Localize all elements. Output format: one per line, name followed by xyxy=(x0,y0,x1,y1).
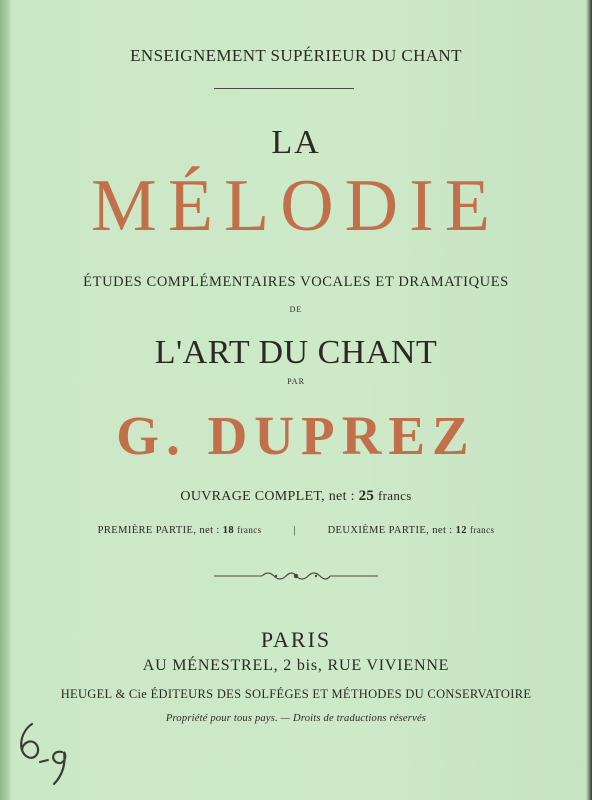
part2-price: 12 xyxy=(455,525,467,536)
part1-label: PREMIÈRE PARTIE, net : xyxy=(97,525,220,536)
header-rule xyxy=(214,88,354,89)
complete-price-line xyxy=(0,488,592,505)
part2-label: DEUXIÈME PARTIE, net : xyxy=(327,525,453,536)
part1-unit: francs xyxy=(237,525,262,535)
editors-line: HEUGEL & Cie ÉDITEURS DES SOLFÉGES ET MÉTHODES DU CONSERVATOIRE xyxy=(60,687,532,701)
part1-price: 18 xyxy=(222,525,235,536)
title-article: LA xyxy=(271,124,321,161)
author-name: G. DUPREZ xyxy=(116,405,476,466)
main-title: MÉLODIE xyxy=(91,165,501,247)
parts-separator: | xyxy=(293,525,296,536)
complete-price: 25 xyxy=(358,488,375,504)
rights-notice: Propriété pour tous pays. — Droits de traductions réservés xyxy=(165,713,427,724)
ornament-icon xyxy=(0,566,592,586)
handwritten-mark-icon xyxy=(10,712,80,792)
page-edge-shadow xyxy=(586,0,592,800)
publisher-address: AU MÉNESTREL, 2 bis, RUE VIVIENNE xyxy=(142,657,450,674)
series-header: ENSEIGNEMENT SUPÉRIEUR DU CHANT xyxy=(130,46,462,65)
work-title: L'ART DU CHANT xyxy=(154,334,438,371)
complete-label: OUVRAGE COMPLET, net : xyxy=(180,489,355,504)
subtitle: ÉTUDES COMPLÉMENTAIRES VOCALES ET DRAMATIQUES xyxy=(83,274,509,290)
parts-price-line xyxy=(0,525,592,536)
ornament-divider xyxy=(0,566,592,586)
publication-city: PARIS xyxy=(260,627,332,652)
conjunction-par: PAR xyxy=(287,377,305,386)
binding-spine xyxy=(0,0,10,800)
conjunction-de: DE xyxy=(289,305,303,314)
complete-unit: francs xyxy=(378,488,412,503)
part2-unit: francs xyxy=(469,525,495,535)
